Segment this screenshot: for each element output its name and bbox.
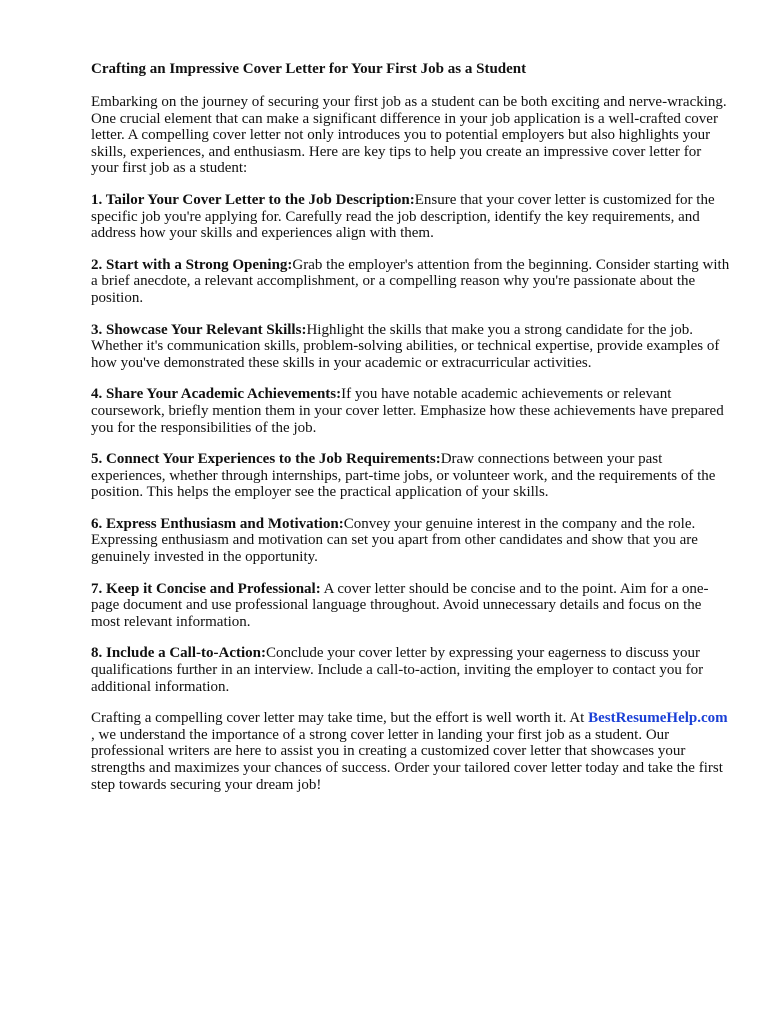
closing-text-before-link: Crafting a compelling cover letter may take time, but the effort is well worth it. At — [91, 710, 589, 727]
tip-body: If you have notable academic achievements or relevant coursework, briefly mention them in your cover letter. Emphasize how these achievements have prepared you for the responsibilities of the job. — [91, 386, 724, 436]
tip-heading: 8. Include a Call-to-Action: — [91, 645, 266, 662]
tip-item-7 — [91, 581, 731, 631]
intro-paragraph: Embarking on the journey of securing your first job as a student can be both exciting and nerve-wracking. One crucial element that can make a significant difference in your job application is a well-crafted cover letter. A compelling cover letter not only introduces you to potential employers but also highlights your skills, experiences, and enthusiasm. Here are key tips to help you create an impressive cover letter for your first job as a student: — [91, 94, 727, 177]
tip-heading: 4. Share Your Academic Achievements: — [91, 386, 342, 403]
bestresumehelp-link[interactable]: BestResumeHelp.com — [588, 710, 728, 727]
tip-item-2 — [91, 257, 731, 307]
tip-heading: 6. Express Enthusiasm and Motivation: — [91, 515, 344, 532]
tip-item-3 — [91, 322, 731, 372]
tip-item-4 — [91, 386, 731, 436]
tip-body: Convey your genuine interest in the company and the role. Expressing enthusiasm and motivation can set you apart from other candidates and show that you are genuinely invested in the opportunity. — [91, 515, 698, 566]
tip-item-1 — [91, 192, 731, 242]
closing-text-after-link: , we understand the importance of a strong cover letter in landing your first job as a student. Our professional writers are here to assist you in creating a customized cover letter that showcases your strengths and maximizes your chances of success. Order your tailored cover letter today and take the first step towards securing your dream job! — [91, 726, 723, 793]
tip-heading: 5. Connect Your Experiences to the Job Requirements: — [91, 451, 441, 468]
tip-heading: 1. Tailor Your Cover Letter to the Job Description: — [91, 191, 415, 208]
tip-body: Grab the employer's attention from the beginning. Consider starting with a brief anecdote, a relevant accomplishment, or a compelling reason why you're passionate about the position. — [91, 256, 730, 306]
tip-body: A cover letter should be concise and to the point. Aim for a one-page document and use professional language throughout. Avoid unnecessary details and focus on the most relevant information. — [91, 580, 709, 630]
tip-body: Conclude your cover letter by expressing your eagerness to discuss your qualifications further in an interview. Include a call-to-action, inviting the employer to contact you for additional information. — [91, 645, 704, 695]
tip-body: Highlight the skills that make you a strong candidate for the job. Whether it's communication skills, problem-solving abilities, or technical expertise, provide examples of how you've demonstrated these skills in your academic or extracurricular activities. — [91, 321, 720, 371]
tip-item-5 — [91, 451, 731, 501]
tip-item-6 — [91, 516, 731, 566]
tip-heading: 7. Keep it Concise and Professional: — [91, 580, 321, 597]
tip-body: Ensure that your cover letter is customized for the specific job you're applying for. Carefully read the job description, identify the key requirements, and address how your skills and experiences align with them. — [91, 191, 715, 242]
closing-paragraph — [91, 710, 731, 793]
tip-heading: 3. Showcase Your Relevant Skills: — [91, 321, 307, 338]
tip-body: Draw connections between your past experiences, whether through internships, part-time jobs, or volunteer work, and the requirements of the position. This helps the employer see the practical application of your skills. — [91, 451, 716, 501]
tip-item-8 — [91, 645, 731, 695]
document-page — [91, 60, 731, 808]
tip-heading: 2. Start with a Strong Opening: — [91, 256, 293, 273]
document-title: Crafting an Impressive Cover Letter for Your First Job as a Student — [91, 61, 527, 77]
